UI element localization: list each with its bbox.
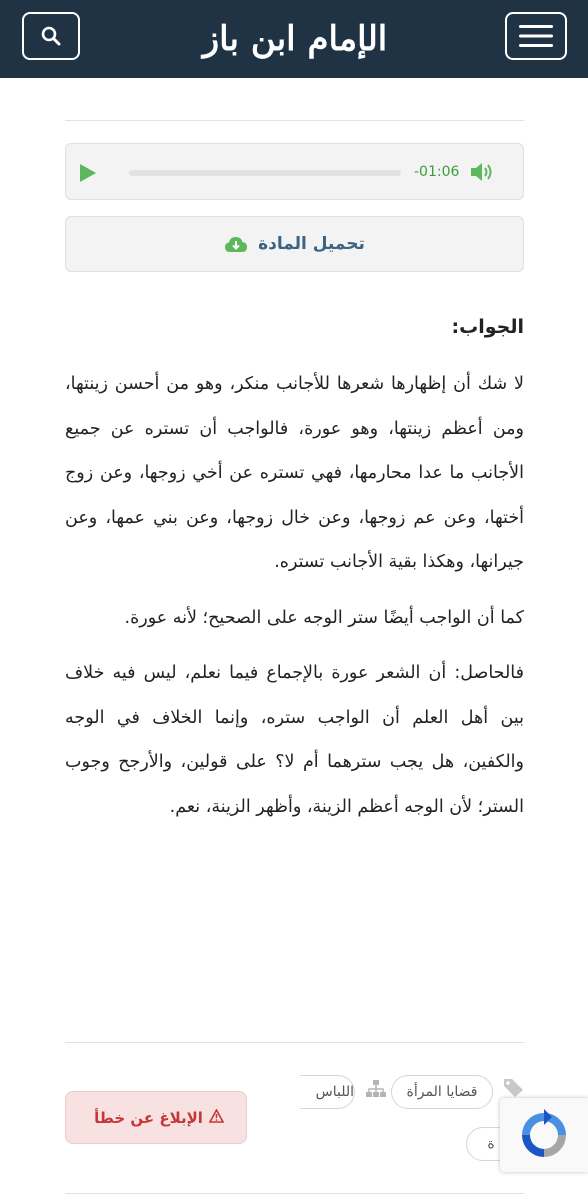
tag-chip[interactable]: اللباس xyxy=(300,1075,355,1109)
play-icon[interactable] xyxy=(79,163,97,183)
tag-chip[interactable]: قضايا المرأة xyxy=(391,1075,493,1109)
tag-chip[interactable]: ة xyxy=(466,1127,516,1161)
download-button[interactable] xyxy=(65,216,524,272)
sitemap-icon xyxy=(366,1080,386,1098)
warning-icon xyxy=(209,1109,224,1127)
report-error-button[interactable] xyxy=(65,1091,247,1144)
answer-content xyxy=(65,306,524,829)
divider xyxy=(65,1193,524,1194)
audio-player xyxy=(65,143,524,200)
volume-icon[interactable] xyxy=(470,161,494,183)
search-button[interactable] xyxy=(22,12,80,60)
answer-heading: الجواب: xyxy=(451,316,524,338)
recaptcha-icon xyxy=(516,1107,572,1163)
search-icon xyxy=(41,26,61,46)
divider xyxy=(65,120,524,121)
site-logo[interactable] xyxy=(202,10,388,68)
answer-paragraph: كما أن الواجب أيضًا ستر الوجه على الصحيح؛ لأنه عورة. xyxy=(124,607,524,628)
answer-paragraph: فالحاصل: أن الشعر عورة بالإجماع فيما نعلم، ليس فيه خلاف بين أهل العلم أن الواجب ستره، وإنما الخلاف في الوجه والكفين، هل يجب سترهما أم لا؟ على قولين، والأرجح وجوب الستر؛ لأن الوجه أعظم الزينة، وأظهر الزينة، نعم. xyxy=(65,663,524,817)
audio-progress-bar[interactable] xyxy=(129,170,401,176)
divider xyxy=(65,1042,524,1043)
cloud-download-icon xyxy=(224,235,248,253)
hamburger-menu-icon xyxy=(519,24,553,48)
recaptcha-badge[interactable] xyxy=(500,1098,588,1172)
report-error-label: الإبلاغ عن خطأ xyxy=(94,1108,203,1127)
download-label: تحميل المادة xyxy=(258,234,365,254)
audio-time: -01:06 xyxy=(414,164,460,180)
tags-icon xyxy=(503,1078,525,1098)
top-header xyxy=(0,0,588,78)
logo-text: الإمام ابن باز xyxy=(202,19,388,59)
menu-button[interactable] xyxy=(505,12,567,60)
answer-paragraph: لا شك أن إظهارها شعرها للأجانب منكر، وهو من أحسن زينتها، ومن أعظم زينتها، وهو عورة، فالواجب أن تستره عن جميع الأجانب ما عدا محارمها، فهي تستره عن أخي زوجها، وعن زوج أختها، وعن عم زوجها، وعن خال زوجها، وعن بني عمها، وعن جيرانها، وهكذا بقية الأجانب تستره. xyxy=(65,374,524,572)
